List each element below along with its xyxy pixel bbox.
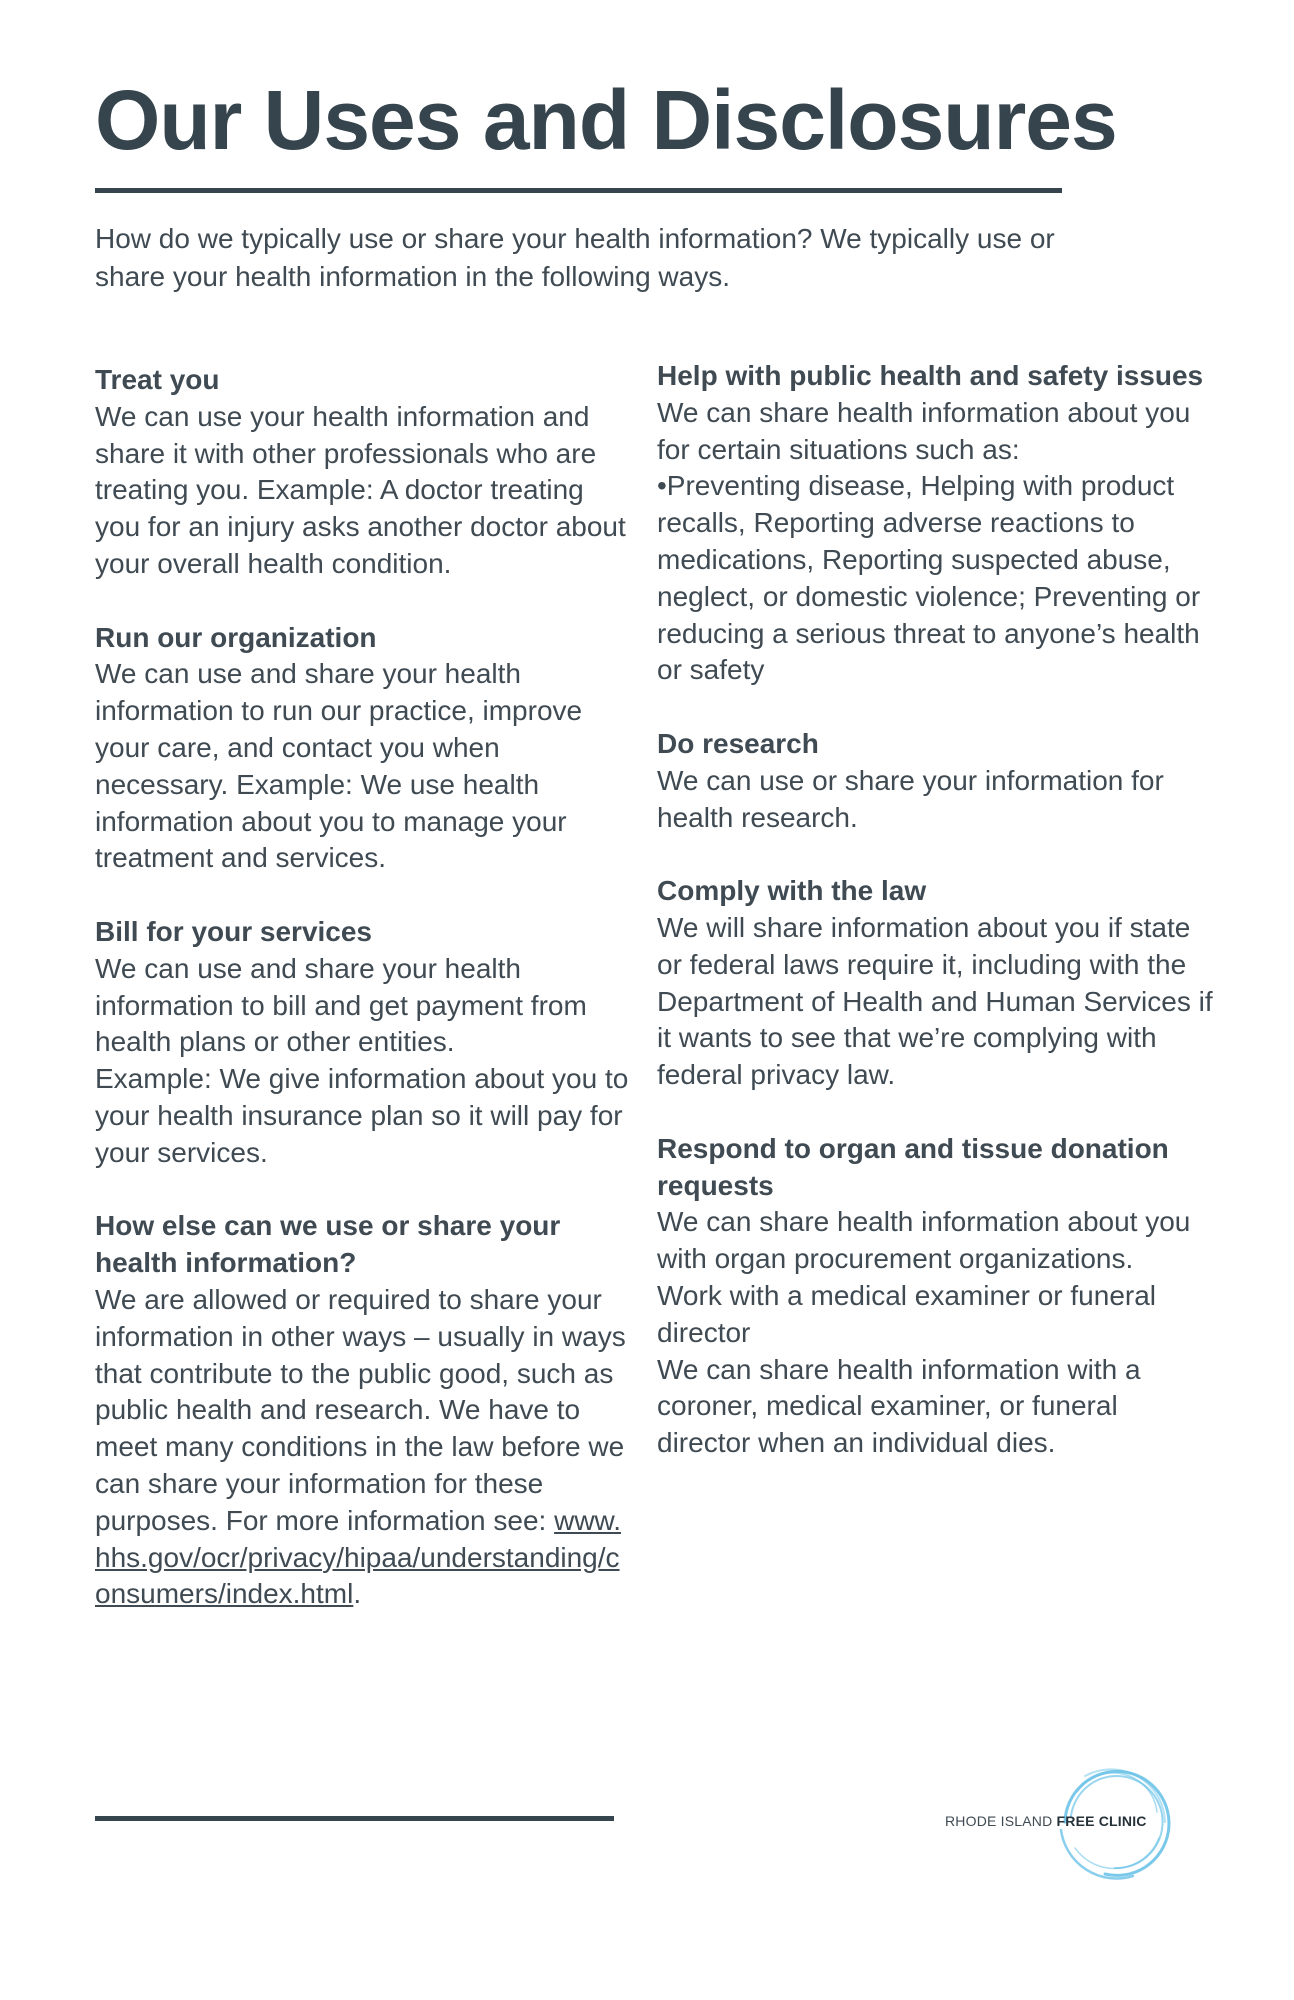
- footer-divider: [95, 1816, 614, 1821]
- section-heading: Run our organization: [95, 621, 377, 653]
- section-public-health: [657, 358, 1217, 689]
- title-divider: [95, 188, 1062, 193]
- section-body: We can share health information about you with organ procurement organizations. Work with a medical examiner or funeral director We can share health information with a coroner, medical examiner, or funeral director when an individual dies.: [657, 1206, 1191, 1459]
- section-comply-law: [657, 873, 1217, 1094]
- section-heading: Treat you: [95, 364, 220, 395]
- intro-paragraph: How do we typically use or share your health information? We typically use or share your health information in the following ways.: [95, 223, 1055, 292]
- section-heading: Respond to organ and tissue donation requests: [657, 1132, 1169, 1201]
- section-how-else: [95, 1208, 635, 1613]
- section-treat-you: [95, 362, 635, 583]
- page-title: Our Uses and Disclosures: [95, 73, 1117, 167]
- section-heading: How else can we use or share your health information?: [95, 1210, 561, 1279]
- section-heading: Bill for your services: [95, 915, 373, 947]
- section-body-text: We are allowed or required to share your information in other ways – usually in ways that contribute to the public good, such as public health and research. We have to meet many conditions in the law before we can share your information for these purposes. For more information see:: [95, 1283, 626, 1536]
- section-body: We can share health information about you for certain situations such as: •Preventing disease, Helping with product recalls, Reporting adverse reactions to medications, Reporting suspected abuse, neglect, or domestic violence; Preventing or reducing a serious threat to anyone’s health or safety: [657, 396, 1201, 686]
- section-organ-donation: [657, 1131, 1217, 1462]
- logo-text-regular: RHODE ISLAND: [945, 1813, 1057, 1829]
- hhs-privacy-link[interactable]: www.hhs.gov/ocr/privacy/hipaa/understanding/consumers/index.html: [95, 1504, 621, 1610]
- section-heading: Comply with the law: [657, 875, 927, 907]
- section-bill-services: [95, 914, 635, 1172]
- section-body: We will share information about you if state or federal laws require it, including with the Department of Health and Human Services if it wants to see that we’re complying with federal privacy law.: [657, 911, 1213, 1091]
- section-do-research: [657, 726, 1217, 836]
- left-column: [95, 362, 635, 1650]
- section-heading: Do research: [657, 727, 819, 759]
- section-body: We can use or share your information for health research.: [657, 764, 1164, 833]
- section-body: We can use your health information and share it with other professionals who are treating you. Example: A doctor treating you for an injury asks another doctor about your overall health condition.: [95, 400, 626, 579]
- section-body: We can use and share your health information to bill and get payment from health plans or other entities. Example: We give information about you to your health insurance plan so it will pay for your services.: [95, 952, 629, 1168]
- logo-wordmark: [945, 1813, 1147, 1829]
- link-trailing-period: .: [353, 1578, 362, 1610]
- section-run-organization: [95, 620, 635, 878]
- logo-text-bold: FREE CLINIC: [1056, 1813, 1147, 1829]
- section-body: [95, 1282, 635, 1613]
- right-column: [657, 358, 1217, 1499]
- section-body: We can use and share your health information to run our practice, improve your care, and contact you when necessary. Example: We use health information about you to manage your treatment and services.: [95, 658, 583, 874]
- section-heading: Help with public health and safety issues: [657, 360, 1204, 391]
- clinic-logo: [945, 1752, 1180, 1892]
